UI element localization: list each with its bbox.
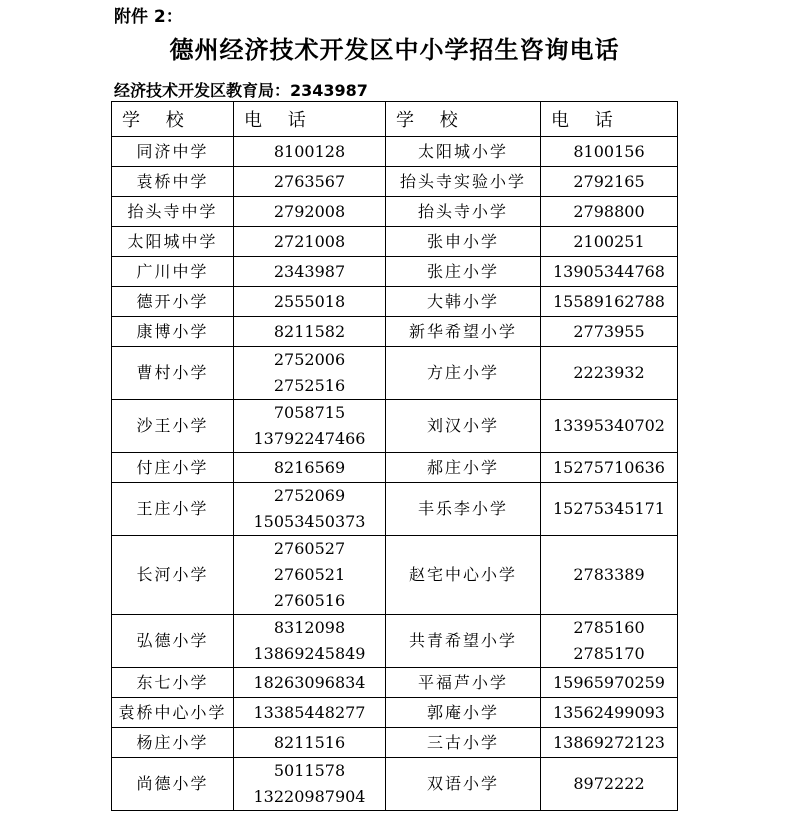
phone-number: 2773955	[573, 321, 645, 341]
phone-number: 15965970259	[553, 672, 665, 692]
school-name-left: 弘德小学	[112, 615, 234, 668]
phone-number: 2343987	[273, 261, 346, 281]
phone-cell-left	[234, 758, 386, 811]
phone-number: 8312098	[273, 618, 346, 637]
phone-cell-right	[541, 668, 678, 698]
phone-cell-left	[234, 197, 386, 227]
phone-number: 2721008	[273, 231, 346, 251]
phone-cell-right	[541, 758, 678, 811]
school-name-right: 方庄小学	[386, 347, 541, 400]
table-row	[112, 453, 678, 483]
phone-cell-left	[234, 137, 386, 167]
school-name-right: 赵宅中心小学	[386, 536, 541, 615]
phone-number: 15053450373	[253, 512, 366, 531]
school-name-left: 德开小学	[112, 287, 234, 317]
phone-cell-right	[541, 347, 678, 400]
table-row	[112, 615, 678, 668]
phone-cell-left	[234, 287, 386, 317]
phone-number: 15275710636	[553, 457, 665, 477]
phone-cell-left	[234, 698, 386, 728]
phone-cell-left	[234, 728, 386, 758]
phone-number: 2752069	[273, 486, 346, 505]
phone-cell-right	[541, 400, 678, 453]
phone-number: 13905344768	[553, 261, 665, 281]
phone-number: 18263096834	[253, 672, 366, 692]
school-name-right: 共青希望小学	[386, 615, 541, 668]
table-row	[112, 347, 678, 400]
phone-number: 8216569	[273, 457, 346, 477]
phone-cell-right	[541, 483, 678, 536]
phone-number: 13869272123	[553, 732, 665, 752]
school-name-left: 同济中学	[112, 137, 234, 167]
phone-cell-left	[234, 483, 386, 536]
phone-number: 8100156	[573, 141, 645, 161]
phone-cell-left	[234, 400, 386, 453]
school-name-right: 丰乐李小学	[386, 483, 541, 536]
phone-number: 2783389	[573, 565, 645, 584]
school-name-left: 广川中学	[112, 257, 234, 287]
table-body	[112, 137, 678, 811]
phone-cell-left	[234, 615, 386, 668]
school-name-left: 尚德小学	[112, 758, 234, 811]
school-name-left: 东七小学	[112, 668, 234, 698]
school-name-right: 平福芦小学	[386, 668, 541, 698]
table-header-row	[112, 102, 678, 137]
phone-cell-right	[541, 615, 678, 668]
document-title: 德州经济技术开发区中小学招生咨询电话	[169, 36, 620, 64]
table-row	[112, 197, 678, 227]
table-row	[112, 257, 678, 287]
school-name-right: 太阳城小学	[386, 137, 541, 167]
phone-number: 2752006	[273, 350, 346, 369]
phone-number: 13220987904	[253, 787, 366, 806]
school-name-right: 抬头寺实验小学	[386, 167, 541, 197]
phone-cell-right	[541, 287, 678, 317]
phone-number: 2760527	[273, 539, 346, 558]
table-row	[112, 758, 678, 811]
phone-cell-right	[541, 536, 678, 615]
phone-number: 13792247466	[253, 429, 366, 448]
school-name-left: 袁桥中心小学	[112, 698, 234, 728]
phone-cell-right	[541, 197, 678, 227]
phone-number: 13869245849	[253, 644, 366, 663]
phone-cell-left	[234, 536, 386, 615]
school-name-right: 郝庄小学	[386, 453, 541, 483]
school-name-right: 三古小学	[386, 728, 541, 758]
school-name-left: 付庄小学	[112, 453, 234, 483]
phone-cell-left	[234, 668, 386, 698]
header-school-right: 学 校	[386, 102, 541, 137]
phone-cell-right	[541, 728, 678, 758]
phone-number: 2792008	[273, 201, 346, 221]
school-name-left: 太阳城中学	[112, 227, 234, 257]
phone-number: 15589162788	[553, 291, 665, 311]
school-name-left: 康博小学	[112, 317, 234, 347]
school-contact-table	[111, 101, 678, 811]
phone-cell-right	[541, 453, 678, 483]
phone-cell-left	[234, 317, 386, 347]
school-name-right: 新华希望小学	[386, 317, 541, 347]
phone-cell-right	[541, 317, 678, 347]
school-name-right: 张庄小学	[386, 257, 541, 287]
phone-number: 8972222	[573, 774, 645, 793]
phone-number: 2763567	[273, 171, 346, 191]
school-name-left: 长河小学	[112, 536, 234, 615]
table-row	[112, 536, 678, 615]
school-name-left: 袁桥中学	[112, 167, 234, 197]
phone-cell-left	[234, 167, 386, 197]
phone-number: 8211516	[273, 732, 346, 752]
table-row	[112, 167, 678, 197]
school-name-left: 曹村小学	[112, 347, 234, 400]
phone-cell-left	[234, 257, 386, 287]
school-name-left: 抬头寺中学	[112, 197, 234, 227]
school-name-right: 双语小学	[386, 758, 541, 811]
phone-cell-left	[234, 227, 386, 257]
phone-cell-right	[541, 137, 678, 167]
phone-number: 2100251	[573, 231, 645, 251]
phone-number: 2785170	[573, 644, 645, 663]
phone-cell-right	[541, 167, 678, 197]
phone-number: 2785160	[573, 618, 645, 637]
table-row	[112, 227, 678, 257]
education-bureau-phone: 经济技术开发区教育局：2343987	[114, 81, 368, 100]
phone-number: 13385448277	[253, 702, 366, 722]
phone-number: 5011578	[273, 761, 346, 780]
phone-number: 2760521	[273, 565, 346, 584]
table-row	[112, 698, 678, 728]
school-name-left: 沙王小学	[112, 400, 234, 453]
table-row	[112, 287, 678, 317]
phone-number: 13562499093	[553, 702, 665, 722]
table-row	[112, 137, 678, 167]
phone-number: 2792165	[573, 171, 645, 191]
table-row	[112, 728, 678, 758]
phone-cell-left	[234, 453, 386, 483]
table-row	[112, 400, 678, 453]
phone-number: 8100128	[273, 141, 346, 161]
phone-number: 2798800	[573, 201, 645, 221]
phone-number: 2223932	[573, 363, 645, 382]
table-row	[112, 317, 678, 347]
phone-cell-left	[234, 347, 386, 400]
school-name-right: 郭庵小学	[386, 698, 541, 728]
school-name-left: 王庄小学	[112, 483, 234, 536]
phone-number: 15275345171	[553, 499, 665, 518]
phone-number: 8211582	[273, 321, 346, 341]
phone-number: 2752516	[273, 376, 346, 395]
phone-cell-right	[541, 698, 678, 728]
school-name-right: 刘汉小学	[386, 400, 541, 453]
school-name-left: 杨庄小学	[112, 728, 234, 758]
header-phone-left: 电 话	[234, 102, 386, 137]
phone-number: 2555018	[273, 291, 346, 311]
phone-number: 7058715	[273, 403, 346, 422]
header-phone-right: 电 话	[541, 102, 678, 137]
table-row	[112, 668, 678, 698]
school-name-right: 抬头寺小学	[386, 197, 541, 227]
phone-number: 2760516	[273, 591, 346, 610]
school-name-right: 大韩小学	[386, 287, 541, 317]
phone-cell-right	[541, 227, 678, 257]
header-school-left: 学 校	[112, 102, 234, 137]
school-name-right: 张申小学	[386, 227, 541, 257]
attachment-label: 附件 2：	[114, 7, 183, 27]
phone-number: 13395340702	[553, 416, 665, 435]
phone-cell-right	[541, 257, 678, 287]
table-row	[112, 483, 678, 536]
